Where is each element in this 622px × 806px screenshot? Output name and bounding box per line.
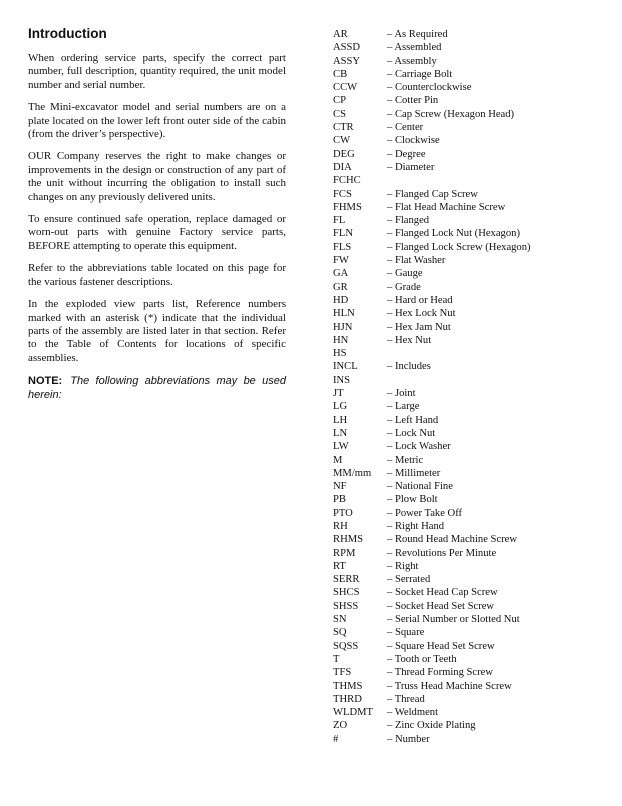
- abbreviation-description: – As Required: [387, 29, 448, 40]
- abbreviation-description: – Carriage Bolt: [387, 68, 453, 80]
- abbreviation-code: FCS: [333, 188, 352, 200]
- abbreviation-description: – Socket Head Cap Screw: [387, 587, 498, 599]
- abbreviation-code: RHMS: [333, 534, 364, 546]
- abbreviation-row: [333, 400, 603, 413]
- abbreviation-description: – Flanged Lock Screw (Hexagon): [387, 241, 531, 253]
- abbreviation-code: RPM: [333, 547, 356, 559]
- abbreviation-row: [333, 108, 603, 121]
- abbreviation-row: [333, 55, 603, 68]
- abbreviation-description: – Counterclockwise: [387, 82, 472, 94]
- abbreviation-code: RH: [333, 520, 348, 532]
- abbreviation-code: FCHC: [333, 175, 361, 187]
- abbreviation-description: – Flanged: [387, 215, 430, 227]
- abbreviation-row: [333, 454, 603, 467]
- abbreviation-code: HN: [333, 334, 349, 346]
- abbreviation-row: [333, 148, 603, 161]
- abbreviation-row: [333, 94, 603, 107]
- abbreviation-row: [333, 68, 603, 81]
- abbreviation-description: – Joint: [387, 388, 416, 400]
- abbreviation-code: FLS: [333, 241, 352, 253]
- abbreviation-row: [333, 227, 603, 240]
- abbreviation-row: [333, 294, 603, 307]
- abbreviation-description: – Truss Head Machine Screw: [387, 680, 512, 692]
- abbreviation-code: JT: [333, 388, 344, 400]
- abbreviation-description: – Thread Forming Screw: [387, 667, 494, 679]
- abbreviation-row: [333, 334, 603, 347]
- abbreviation-row: [333, 307, 603, 320]
- abbreviation-row: [333, 134, 603, 147]
- abbreviation-code: SERR: [333, 574, 360, 586]
- abbreviation-code: TFS: [333, 667, 352, 679]
- abbreviation-code: CTR: [333, 122, 354, 134]
- abbreviation-description: – Plow Bolt: [387, 494, 438, 506]
- abbreviation-row: [333, 560, 603, 573]
- abbreviation-code: MM/mm: [333, 467, 372, 479]
- abbreviation-row: [333, 440, 603, 453]
- abbreviation-code: DIA: [333, 161, 352, 173]
- abbreviation-description: – Includes: [387, 361, 431, 373]
- abbreviation-description: – Lock Nut: [387, 427, 436, 439]
- abbreviation-description: – Serial Number or Slotted Nut: [387, 614, 520, 626]
- abbreviation-code: CB: [333, 68, 348, 80]
- abbreviation-description: – Right: [387, 560, 419, 572]
- abbreviation-code: RT: [333, 560, 346, 572]
- abbreviation-code: HJN: [333, 321, 353, 333]
- abbreviation-code: LG: [333, 401, 348, 413]
- abbreviation-row: [333, 414, 603, 427]
- abbreviation-description: – Flanged Cap Screw: [387, 188, 478, 200]
- intro-paragraph-safety: To ensure continued safe operation, replace damaged or worn-out parts with genuine Factory service parts, BEFORE attempting to operate this equipment.: [28, 213, 286, 252]
- abbreviation-description: – National Fine: [387, 481, 453, 493]
- abbreviation-code: FW: [333, 255, 349, 267]
- abbreviation-code: INS: [333, 374, 351, 386]
- abbreviation-row: [333, 573, 603, 586]
- abbreviation-description: – Cap Screw (Hexagon Head): [387, 108, 515, 120]
- abbreviation-row: [333, 121, 603, 134]
- abbreviation-row: [333, 467, 603, 480]
- abbreviation-code: HD: [333, 294, 349, 306]
- abbreviation-row: [333, 719, 603, 732]
- abbreviation-code: CW: [333, 135, 351, 147]
- abbreviation-code: ASSY: [333, 55, 361, 67]
- abbreviation-code: NF: [333, 481, 347, 493]
- abbreviation-description: – Millimeter: [387, 467, 441, 479]
- abbreviation-code: LW: [333, 441, 349, 453]
- abbreviation-code: SQ: [333, 627, 347, 639]
- abbreviation-row: [333, 533, 603, 546]
- abbreviation-row: [333, 613, 603, 626]
- abbreviation-description: – Serrated: [387, 574, 431, 586]
- abbreviation-description: – Degree: [387, 148, 426, 160]
- abbreviation-row: [333, 666, 603, 679]
- abbreviation-code: FHMS: [333, 201, 362, 213]
- abbreviation-code: SQSS: [333, 640, 359, 652]
- abbreviation-description: – Power Take Off: [387, 507, 463, 519]
- abbreviation-description: – Lock Washer: [387, 441, 451, 453]
- abbreviation-code: DEG: [333, 148, 355, 160]
- abbreviation-row: [333, 41, 603, 54]
- abbreviation-row: [333, 267, 603, 280]
- abbreviation-description: – Square: [387, 627, 425, 639]
- abbreviation-description: – Hex Lock Nut: [387, 308, 456, 320]
- abbreviation-row: [333, 201, 603, 214]
- abbreviation-code: PTO: [333, 507, 353, 519]
- abbreviation-description: – Clockwise: [387, 135, 440, 147]
- abbreviation-row: [333, 360, 603, 373]
- abbreviation-description: [387, 174, 603, 187]
- abbreviation-row: [333, 600, 603, 613]
- abbreviation-row: [333, 347, 603, 360]
- abbreviation-code: THMS: [333, 680, 363, 692]
- abbreviation-code: SHSS: [333, 600, 359, 612]
- abbreviation-code: INCL: [333, 361, 358, 373]
- abbreviation-row: [333, 586, 603, 599]
- abbreviation-description: – Gauge: [387, 268, 423, 280]
- abbreviation-description: – Square Head Set Screw: [387, 640, 495, 652]
- section-heading: Introduction: [28, 26, 107, 41]
- abbreviation-description: – Weldment: [387, 707, 439, 719]
- abbreviation-code: WLDMT: [333, 707, 374, 719]
- introduction-section: [28, 26, 286, 402]
- abbreviation-description: – Number: [387, 733, 430, 745]
- abbreviation-code: #: [333, 733, 339, 745]
- abbreviation-row: [333, 81, 603, 94]
- note-text: The following abbreviations may be used herein:: [28, 375, 286, 401]
- abbreviation-description: – Center: [387, 122, 424, 134]
- abbreviation-description: – Right Hand: [387, 520, 445, 532]
- abbreviation-code: SN: [333, 614, 347, 626]
- abbreviation-row: [333, 480, 603, 493]
- abbreviation-code: CCW: [333, 82, 358, 94]
- abbreviation-code: M: [333, 454, 343, 466]
- abbreviation-row: [333, 547, 603, 560]
- abbreviations-table: [333, 28, 603, 746]
- abbreviation-description: [387, 347, 603, 360]
- note-label: NOTE:: [28, 375, 63, 388]
- abbreviation-row: [333, 28, 603, 41]
- abbreviation-code: FL: [333, 215, 346, 227]
- abbreviation-description: – Diameter: [387, 161, 435, 173]
- abbreviation-row: [333, 241, 603, 254]
- abbreviation-description: – Assembly: [387, 55, 437, 67]
- abbreviation-description: – Hex Nut: [387, 334, 432, 346]
- abbreviation-code: HLN: [333, 308, 355, 320]
- abbreviation-row: [333, 281, 603, 294]
- abbreviation-row: [333, 626, 603, 639]
- note: [28, 375, 286, 402]
- abbreviation-code: PB: [333, 494, 346, 506]
- abbreviation-description: – Grade: [387, 281, 421, 293]
- abbreviation-row: [333, 321, 603, 334]
- abbreviation-code: GA: [333, 268, 349, 280]
- abbreviation-description: – Hard or Head: [387, 294, 453, 306]
- abbreviation-row: [333, 653, 603, 666]
- abbreviation-row: [333, 520, 603, 533]
- abbreviation-description: – Left Hand: [387, 414, 439, 426]
- abbreviation-code: LN: [333, 427, 348, 439]
- abbreviation-row: [333, 706, 603, 719]
- abbreviation-row: [333, 214, 603, 227]
- abbreviation-description: – Thread: [387, 693, 425, 705]
- abbreviation-row: [333, 174, 603, 187]
- abbreviation-row: [333, 733, 603, 746]
- abbreviation-description: – Flanged Lock Nut (Hexagon): [387, 228, 520, 240]
- abbreviation-code: FLN: [333, 228, 354, 240]
- intro-paragraph-exploded-view: In the exploded view parts list, Reference numbers marked with an asterisk (*) indicate that the individual parts of the assembly are listed later in that section. Refer to the Table of Contents for locations of specific assemblies.: [28, 298, 286, 364]
- abbreviation-code: LH: [333, 414, 348, 426]
- intro-paragraph-abbreviations-ref: Refer to the abbreviations table located on this page for the various fastener descriptions.: [28, 262, 286, 288]
- abbreviation-code: T: [333, 653, 340, 665]
- abbreviation-code: ZO: [333, 720, 348, 732]
- intro-paragraph-serial-plate: The Mini-excavator model and serial numbers are on a plate located on the lower left front outer side of the cabin (from the driver’s perspective).: [28, 101, 286, 141]
- abbreviation-code: CP: [333, 95, 346, 107]
- abbreviation-description: – Socket Head Set Screw: [387, 600, 495, 612]
- abbreviation-code: THRD: [333, 693, 362, 705]
- abbreviation-description: – Hex Jam Nut: [387, 321, 451, 333]
- abbreviation-row: [333, 254, 603, 267]
- abbreviation-code: AR: [333, 29, 348, 40]
- abbreviation-description: – Metric: [387, 454, 424, 466]
- abbreviation-description: – Cotter Pin: [387, 95, 439, 107]
- abbreviation-code: CS: [333, 108, 346, 120]
- abbreviation-row: [333, 161, 603, 174]
- abbreviation-code: SHCS: [333, 587, 360, 599]
- intro-paragraph-changes: OUR Company reserves the right to make changes or improvements in the design or construction of any part of the unit without incurring the obligation to install such changes on any previously delivered units.: [28, 150, 286, 203]
- abbreviation-description: – Revolutions Per Minute: [387, 547, 497, 559]
- abbreviation-code: GR: [333, 281, 348, 293]
- abbreviation-row: [333, 427, 603, 440]
- abbreviation-description: – Flat Washer: [387, 255, 446, 267]
- abbreviation-code: ASSD: [333, 42, 361, 54]
- abbreviation-description: – Round Head Machine Screw: [387, 534, 518, 546]
- abbreviation-row: [333, 387, 603, 400]
- abbreviation-row: [333, 680, 603, 693]
- abbreviation-description: [387, 374, 603, 387]
- abbreviation-description: – Flat Head Machine Screw: [387, 201, 506, 213]
- abbreviation-row: [333, 493, 603, 506]
- abbreviation-row: [333, 640, 603, 653]
- abbreviation-code: HS: [333, 348, 347, 360]
- abbreviation-description: – Assembled: [387, 42, 442, 54]
- abbreviation-row: [333, 507, 603, 520]
- abbreviation-row: [333, 693, 603, 706]
- abbreviation-description: – Tooth or Teeth: [387, 653, 457, 665]
- abbreviation-description: – Large: [387, 401, 420, 413]
- intro-paragraph-ordering: When ordering service parts, specify the correct part number, full description, quantity required, the unit model number and serial number.: [28, 52, 286, 91]
- abbreviation-row: [333, 374, 603, 387]
- abbreviation-row: [333, 188, 603, 201]
- abbreviation-description: – Zinc Oxide Plating: [387, 720, 476, 732]
